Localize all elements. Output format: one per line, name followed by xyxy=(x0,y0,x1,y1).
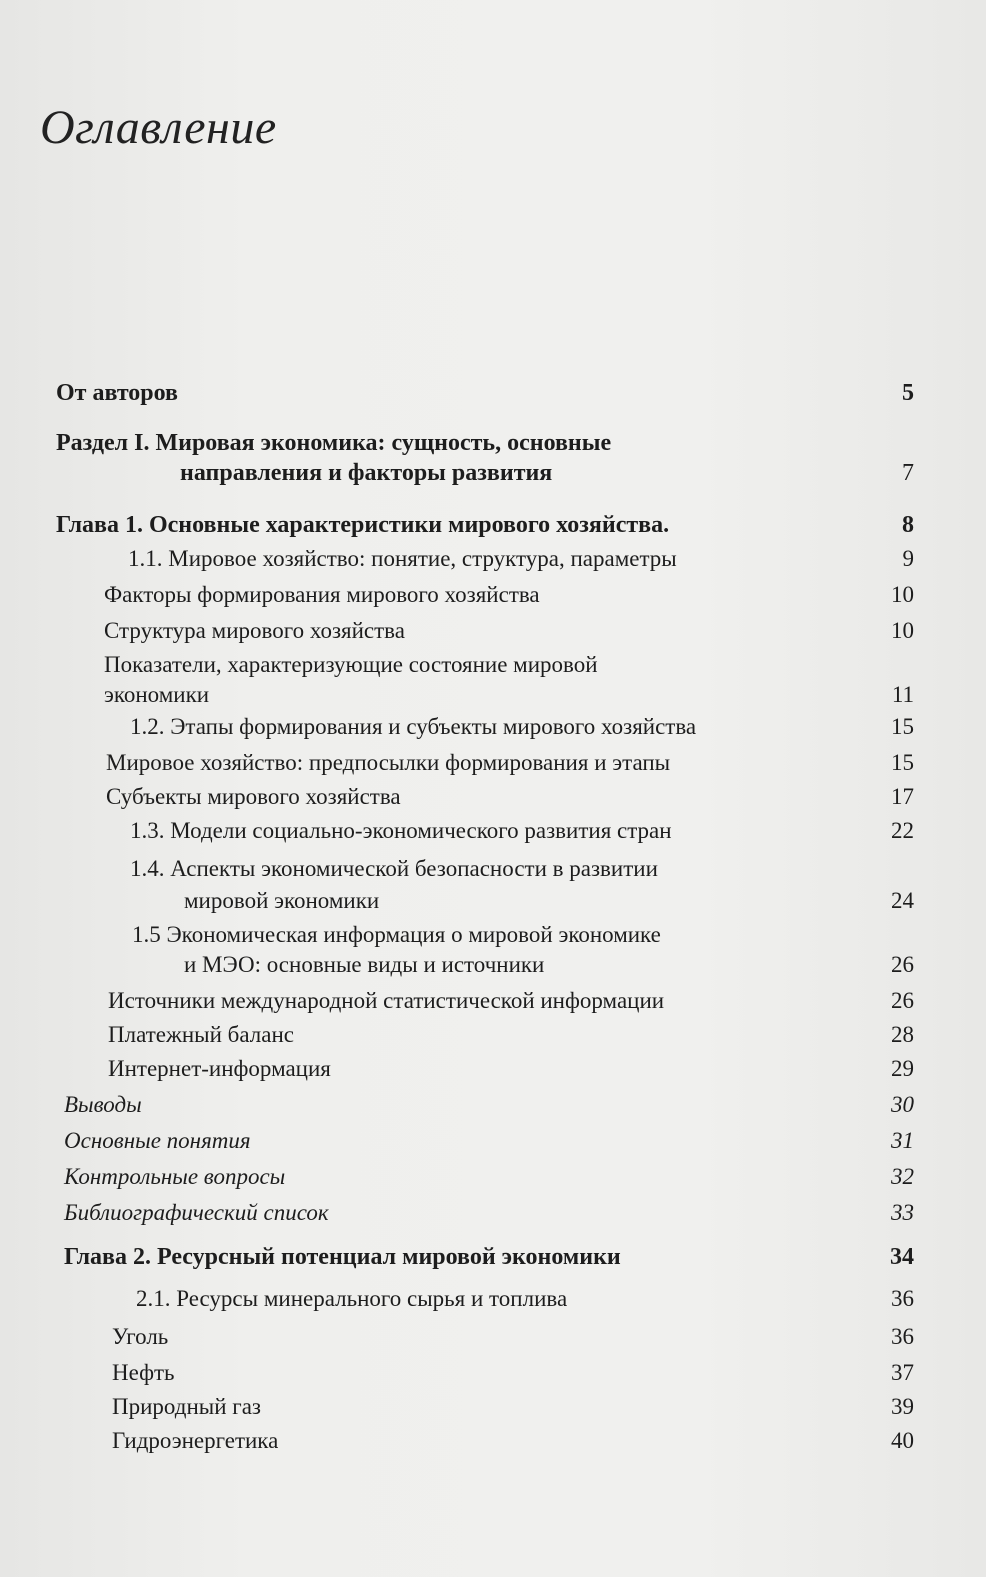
toc-entry-bibliography xyxy=(0,1200,986,1234)
toc-entry-text: 1.3. Модели социально-экономического развития стран xyxy=(130,818,672,843)
toc-entry-page: 7 xyxy=(902,460,914,486)
toc-entry-1-4 xyxy=(0,856,986,890)
toc-entry-text: и МЭО: основные виды и источники xyxy=(184,952,545,977)
page-title: Оглавление xyxy=(40,101,277,154)
toc-entry-text: Нефть xyxy=(112,1360,175,1385)
toc-entry-text: Платежный баланс xyxy=(108,1022,294,1047)
toc-entry-page: 39 xyxy=(891,1394,914,1419)
toc-entry-text: 2.1. Ресурсы минерального сырья и топлива xyxy=(136,1286,568,1311)
toc-entry-page: 36 xyxy=(891,1324,914,1349)
toc-entry-text: 1.1. Мировое хозяйство: понятие, структура, параметры xyxy=(128,546,677,571)
toc-entry-page: 26 xyxy=(891,988,914,1013)
toc-entry-text: Контрольные вопросы xyxy=(64,1164,286,1189)
toc-entry-subtopic xyxy=(0,784,986,818)
toc-entry-summary xyxy=(0,1092,986,1126)
toc-entry-text: Уголь xyxy=(112,1324,169,1349)
toc-entry-subtopic-cont xyxy=(0,682,986,716)
toc-entry-page: 9 xyxy=(902,546,914,571)
toc-entry-page: 26 xyxy=(891,952,914,977)
toc-entry-text: экономики xyxy=(104,682,210,707)
toc-entry-section-1 xyxy=(0,430,986,464)
toc-entry-page: 10 xyxy=(891,582,914,607)
toc-entry-text: 1.2. Этапы формирования и субъекты мирового хозяйства xyxy=(130,714,697,739)
toc-entry-page: 10 xyxy=(891,618,914,643)
toc-entry-section-1-cont xyxy=(0,460,986,494)
toc-entry-subtopic xyxy=(0,1324,986,1358)
toc-entry-page: 15 xyxy=(891,750,914,775)
toc-entry-page: 11 xyxy=(891,682,914,707)
toc-entry-text: Глава 1. Основные характеристики мирового хозяйства. xyxy=(56,512,670,538)
toc-entry-concepts xyxy=(0,1128,986,1162)
toc-entry-page: 8 xyxy=(902,512,914,538)
toc-entry-subtopic xyxy=(0,1428,986,1462)
toc-entry-page: 5 xyxy=(902,380,914,406)
toc-entry-text: Раздел I. Мировая экономика: сущность, основные xyxy=(56,430,612,456)
toc-entry-subtopic xyxy=(0,750,986,784)
toc-entry-chapter-1 xyxy=(0,512,986,546)
toc-entry-text: Природный газ xyxy=(112,1394,262,1419)
toc-entry-subtopic xyxy=(0,1360,986,1394)
toc-entry-text: Глава 2. Ресурсный потенциал мировой экономики xyxy=(64,1244,621,1270)
toc-entry-page: 31 xyxy=(891,1128,914,1153)
toc-entry-page: 40 xyxy=(891,1428,914,1453)
toc-entry-page: 36 xyxy=(891,1286,914,1311)
toc-entry-page: 33 xyxy=(891,1200,914,1225)
toc-entry-text: Мировое хозяйство: предпосылки формирования и этапы xyxy=(106,750,671,775)
toc-entry-text: Структура мирового хозяйства xyxy=(104,618,405,643)
toc-entry-page: 17 xyxy=(891,784,914,809)
toc-entry-text: Основные понятия xyxy=(64,1128,251,1153)
toc-entry-text: Гидроэнергетика xyxy=(112,1428,279,1453)
toc-entry-text: Источники международной статистической информации xyxy=(108,988,665,1013)
toc-entry-text: Показатели, характеризующие состояние мировой xyxy=(104,652,598,677)
toc-entry-2-1 xyxy=(0,1286,986,1320)
toc-entry-text: 1.4. Аспекты экономической безопасности в развитии xyxy=(130,856,658,881)
toc-entry-text: 1.5 Экономическая информация о мировой экономике xyxy=(132,922,661,947)
toc-entry-subtopic xyxy=(0,988,986,1022)
toc-entry-text: мировой экономики xyxy=(184,888,380,913)
toc-entry-questions xyxy=(0,1164,986,1198)
toc-entry-1-5-cont xyxy=(0,952,986,986)
toc-entry-page: 22 xyxy=(891,818,914,843)
toc-entry-text: Выводы xyxy=(64,1092,142,1117)
toc-entry-1-1 xyxy=(0,546,986,580)
toc-entry-preface xyxy=(0,380,986,414)
toc-entry-1-3 xyxy=(0,818,986,852)
toc-entry-1-5 xyxy=(0,922,986,956)
toc-entry-subtopic xyxy=(0,582,986,616)
toc-entry-text: Библиографический список xyxy=(64,1200,329,1225)
toc-entry-text: Факторы формирования мирового хозяйства xyxy=(104,582,540,607)
toc-entry-chapter-2 xyxy=(0,1244,986,1278)
toc-entry-page: 15 xyxy=(891,714,914,739)
toc-entry-1-4-cont xyxy=(0,888,986,922)
toc-entry-subtopic xyxy=(0,1394,986,1428)
toc-entry-page: 32 xyxy=(891,1164,914,1189)
toc-entry-subtopic xyxy=(0,1022,986,1056)
toc-entry-text: Интернет-информация xyxy=(108,1056,331,1081)
toc-entry-text: От авторов xyxy=(56,380,179,406)
toc-entry-subtopic xyxy=(0,652,986,686)
toc-entry-page: 30 xyxy=(891,1092,914,1117)
toc-entry-subtopic xyxy=(0,618,986,652)
toc-entry-page: 37 xyxy=(891,1360,914,1385)
toc-entry-text: Субъекты мирового хозяйства xyxy=(106,784,401,809)
toc-entry-page: 29 xyxy=(891,1056,914,1081)
toc-entry-1-2 xyxy=(0,714,986,748)
toc-entry-subtopic xyxy=(0,1056,986,1090)
toc-entry-page: 24 xyxy=(891,888,914,913)
toc-entry-page: 34 xyxy=(890,1244,914,1270)
toc-entry-text: направления и факторы развития xyxy=(180,460,553,486)
toc-entry-page: 28 xyxy=(891,1022,914,1047)
